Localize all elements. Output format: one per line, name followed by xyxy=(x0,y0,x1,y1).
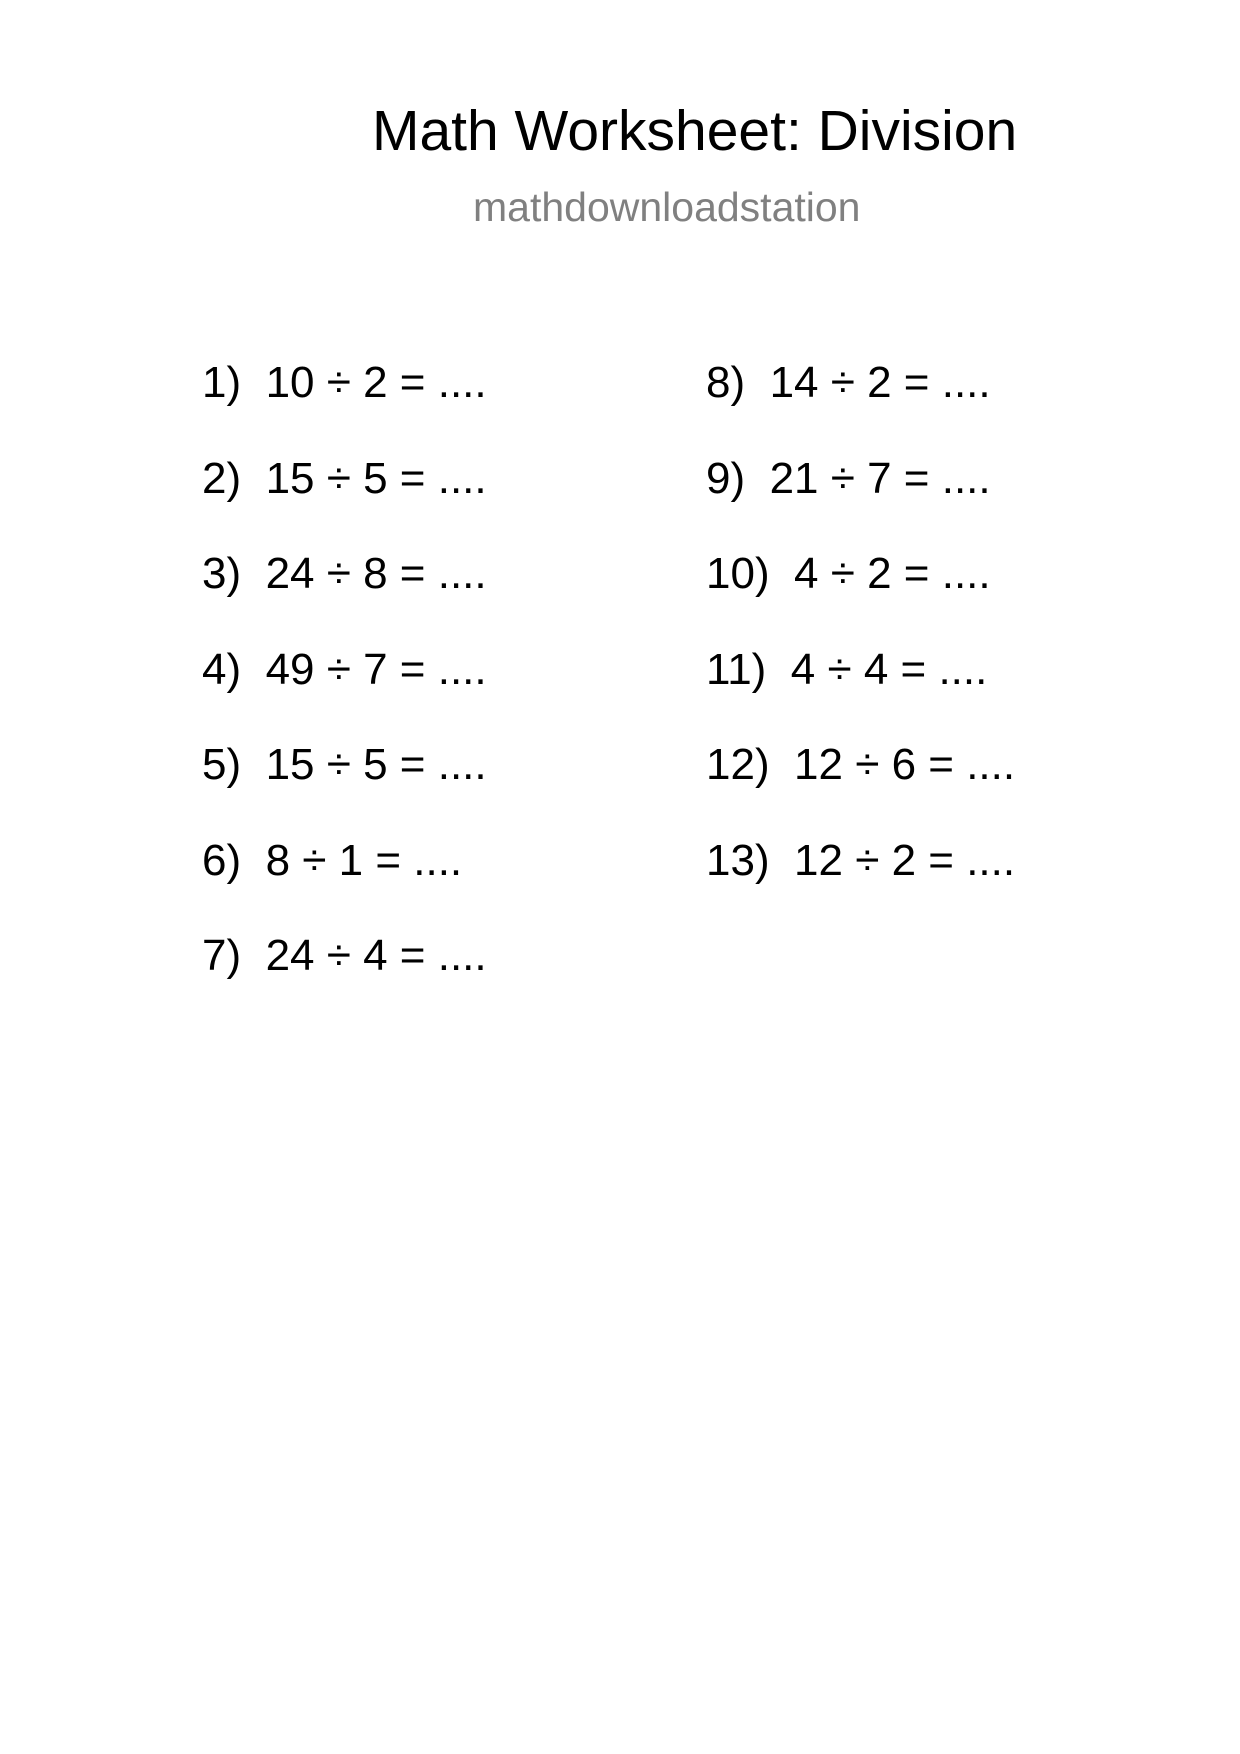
problems-left-column xyxy=(202,353,487,1022)
worksheet-source: mathdownloadstation xyxy=(473,184,861,230)
problem: 4) 49 ÷ 7 = .... xyxy=(202,644,487,694)
problem: 8) 14 ÷ 2 = .... xyxy=(706,358,991,407)
problem: 3) 24 ÷ 8 = .... xyxy=(202,549,487,598)
problem: 10) 4 ÷ 2 = .... xyxy=(706,549,991,598)
problems-right-column xyxy=(706,353,1015,926)
problem: 1) 10 ÷ 2 = .... xyxy=(202,358,487,407)
problem: 2) 15 ÷ 5 = .... xyxy=(202,453,487,503)
problem: 5) 15 ÷ 5 = .... xyxy=(202,740,487,789)
problem: 11) 4 ÷ 4 = .... xyxy=(706,644,988,694)
worksheet-title: Math Worksheet: Division xyxy=(372,99,1018,163)
problem: 13) 12 ÷ 2 = .... xyxy=(706,835,1016,885)
problem: 7) 24 ÷ 4 = .... xyxy=(202,931,487,980)
problem: 12) 12 ÷ 6 = .... xyxy=(706,740,1016,789)
problem: 6) 8 ÷ 1 = .... xyxy=(202,835,463,885)
problem: 9) 21 ÷ 7 = .... xyxy=(706,453,991,503)
